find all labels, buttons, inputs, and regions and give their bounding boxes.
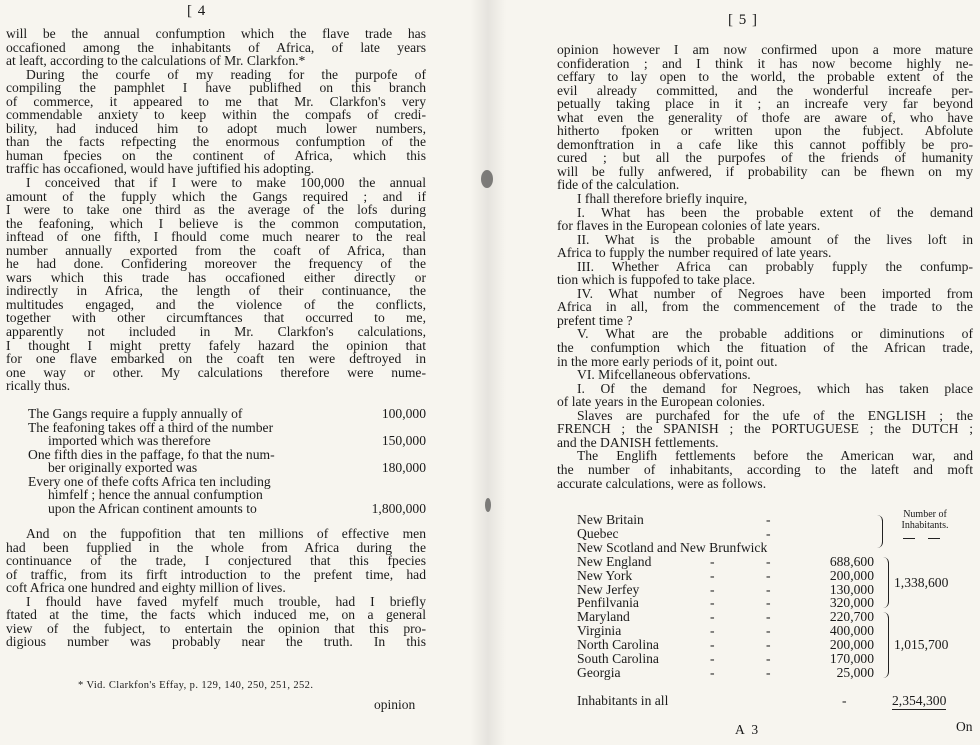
table-dash: -: [710, 595, 715, 611]
ink-blot: [485, 498, 491, 512]
text-line: demonftration in a cafe like this cannot poffibly be pro-: [557, 136, 973, 152]
text-line: for one flave embarked on the coaft ten were deftroyed in: [6, 351, 426, 367]
text-line: III. Whether Africa can probably fupply the confump-: [577, 258, 973, 274]
group2-brace: [880, 557, 889, 609]
left-page-body: [6, 27, 426, 393]
text-line: the confumption which the fituation of the African trade,: [557, 340, 973, 356]
text-line: I. What has been the probable extent of the demand: [577, 204, 973, 220]
table-dash: -: [766, 553, 771, 569]
table-dash: -: [766, 651, 771, 666]
table-dash: -: [710, 567, 715, 583]
left-page: [0, 0, 478, 745]
text-line: Slaves are purchafed for the ufe of the ENGLISH ; the: [577, 407, 973, 423]
text-line: rically thus.: [6, 378, 71, 394]
table-dash: -: [710, 651, 715, 666]
group-total: 1,338,600: [894, 574, 949, 590]
calc-value: 180,000: [381, 460, 426, 476]
text-line: V. What are the probable additions or diminutions of: [577, 326, 973, 342]
settlement-population: 688,600: [829, 553, 874, 569]
text-line: apparently not included in Mr. Clarkfon's calculations,: [6, 324, 426, 340]
footnote: * Vid. Clarkfon's Effay, p. 129, 140, 250, 251, 252.: [78, 680, 314, 691]
calc-row: [6, 488, 426, 502]
settlement-name: New Jerfey: [577, 581, 640, 597]
calc-label: ber originally exported was: [48, 460, 198, 476]
calc-row: [6, 461, 426, 475]
calc-row: [6, 448, 426, 462]
calc-row: [6, 475, 426, 489]
text-line: The Englifh fettlements before the American war, and: [577, 448, 973, 464]
text-line: petually taking place in it ; an increafe very far beyond: [557, 96, 973, 112]
text-line: ftated at the time, the facts which induced me, on a general: [6, 607, 426, 623]
settlement-population: 170,000: [829, 651, 874, 666]
calc-label: himfelf ; hence the annual confumption: [48, 487, 263, 503]
text-line: prefent time ?: [557, 312, 633, 328]
page-number: [ 5 ]: [728, 12, 758, 28]
settlement-population: 130,000: [829, 581, 874, 597]
text-line: VI. Mifcellaneous obfervations.: [577, 367, 751, 383]
text-line: will be fully anfwered, if probability can be fhewn on my: [557, 163, 973, 179]
calc-row: [6, 502, 426, 516]
table-dash: -: [766, 525, 771, 541]
total-dash: -: [842, 693, 847, 708]
calc-label: The Gangs require a fupply annually of: [28, 406, 243, 421]
text-line: the number of inhabitants, according to the lateft and moft: [557, 461, 973, 477]
table-dash: -: [766, 623, 771, 639]
settlement-name: North Carolina: [577, 637, 659, 653]
text-line: II. What is the probable amount of the lives loft in: [577, 231, 973, 247]
settlement-name: New England: [577, 553, 652, 569]
text-line: FRENCH ; the SPANISH ; the PORTUGUESE ; the DUTCH ;: [557, 421, 973, 437]
settlement-name: Georgia: [577, 664, 621, 680]
settlement-name: South Carolina: [577, 651, 659, 666]
consumption-calculation: [6, 407, 426, 515]
settlement-population: 200,000: [829, 567, 874, 583]
table-dash: -: [766, 567, 771, 583]
calc-label: One fifth dies in the paffage, fo that the num-: [28, 446, 275, 462]
table-dash: -: [766, 609, 771, 625]
text-line: will be the annual confumption which the flave trade has: [6, 26, 426, 41]
page-number: [ 4: [187, 3, 207, 19]
text-line: multitudes engaged, and the violence of the conflicts,: [6, 296, 426, 312]
text-line: the feafoning, which I believe is the common computation,: [6, 215, 426, 231]
right-page-body: [557, 43, 973, 490]
table-header: Number of Inhabitants.: [901, 509, 949, 531]
text-line: I conceived that if I were to make 100,000 the annual: [26, 175, 426, 191]
calc-label: upon the African continent amounts to: [48, 500, 257, 516]
table-dash: -: [710, 553, 715, 569]
settlement-population: 320,000: [829, 595, 874, 611]
text-line: number annually exported from the coaft of Africa, than: [6, 242, 426, 258]
table-dash: -: [710, 609, 715, 625]
text-line: hitherto fpoken or written upon the fubject. Abfolute: [557, 123, 973, 139]
settlement-name: Penfilvania: [577, 595, 639, 611]
calc-row: [6, 434, 426, 448]
text-line: together with other circumftances that occurred to me,: [6, 310, 426, 326]
text-line: accurate calculations, were as follows.: [557, 475, 767, 491]
text-line: occafioned among the inhabitants of Africa, of late years: [6, 39, 426, 55]
text-line: evil already committed, and the wonderful increafe per-: [557, 82, 973, 98]
table-dash: -: [710, 664, 715, 680]
text-line: And on the fuppofition that ten millions of effective men: [26, 526, 426, 541]
calc-row: [6, 421, 426, 435]
catchword: opinion: [374, 697, 416, 712]
table-dash: -: [766, 637, 771, 653]
table-dash: -: [766, 664, 771, 680]
text-line: I fhall therefore briefly inquire,: [577, 191, 748, 207]
total-value: 2,354,300: [892, 693, 947, 708]
text-line: in the more early periods of it, point out.: [557, 353, 778, 369]
text-line: of commerce, it appeared to me that Mr. Clarkfon's very: [6, 93, 426, 109]
text-line: During the courfe of my reading for the purpofe of: [26, 66, 426, 82]
text-line: than the facts refpecting the enormous confumption of the: [6, 134, 426, 150]
settlement-population: 200,000: [829, 637, 874, 653]
header-rule: [903, 538, 915, 539]
calc-row: [6, 407, 426, 421]
settlement-name: Maryland: [577, 609, 630, 625]
text-line: what even the generality of thofe are aware of, who have: [557, 109, 973, 125]
table-dash: -: [710, 623, 715, 639]
text-line: commendable anxiety to keep within the compafs of credi-: [6, 107, 426, 123]
text-line: at leaft, according to the calculations of Mr. Clarkfon.*: [6, 53, 306, 69]
text-line: one way or other. My calculations therefore were nume-: [6, 364, 426, 380]
text-line: inftead of one fifth, I fhould come much nearer to the real: [6, 229, 426, 245]
calc-label: Every one of thefe cofts Africa ten including: [28, 473, 271, 489]
text-line: compiling the pamphlet I have publifhed on this branch: [6, 80, 426, 96]
text-line: traffic has occafioned, would have juftified his adopting.: [6, 161, 315, 177]
settlement-name: New York: [577, 567, 633, 583]
closing-paragraphs: [6, 527, 426, 649]
text-line: ceffary to lay open to the world, the probable extent of the: [557, 69, 973, 85]
text-line: indirectly in Africa, the length of their continuance, the: [6, 283, 426, 299]
table-dash: -: [710, 581, 715, 597]
text-line: digious number was probably near the truth. In this: [6, 634, 426, 650]
text-line: fide of the calculation.: [557, 177, 680, 193]
settlement-name: Quebec: [577, 525, 619, 541]
table-dash: -: [766, 595, 771, 611]
settlement-name: New Scotland and New Brunfwick: [577, 539, 768, 555]
text-line: I. Of the demand for Negroes, which has taken place: [577, 380, 973, 396]
text-line: wars which this trade has occafioned either directly or: [6, 269, 426, 285]
text-line: IV. What number of Negroes have been imported from: [577, 285, 973, 301]
table-dash: -: [766, 512, 771, 527]
text-line: opinion however I am now confirmed upon a more mature: [557, 42, 973, 57]
group3-brace: [880, 612, 889, 678]
text-line: had been fupplied in the whole from Africa during the: [6, 539, 426, 555]
settlement-population: 25,000: [836, 664, 874, 680]
table-dash: -: [766, 581, 771, 597]
total-label: Inhabitants in all: [577, 693, 669, 708]
text-line: I thought I might pretty fafely hazard the opinion that: [6, 337, 426, 353]
settlement-population: 220,700: [829, 609, 874, 625]
catchword: On: [956, 719, 973, 734]
header-rule: [928, 538, 940, 539]
text-line: for flaves in the European colonies of late years.: [557, 218, 821, 234]
text-line: continuance of the trade, I conjectured that this fpecies: [6, 553, 426, 569]
text-line: amount of the fupply which the Gangs required ; and if: [6, 188, 426, 204]
table-dash: -: [710, 637, 715, 653]
right-page: [490, 0, 980, 745]
signature-mark: A 3: [735, 722, 761, 737]
calc-value: 100,000: [381, 406, 426, 421]
ink-blot: [481, 170, 493, 188]
settlement-name: Virginia: [577, 623, 622, 639]
text-line: bility, had induced him to adopt much lower numbers,: [6, 120, 426, 136]
calc-value: 1,800,000: [371, 500, 426, 516]
text-line: tion which is fuppofed to take place.: [557, 272, 756, 288]
group1-brace: [874, 515, 883, 548]
calc-label: The feafoning takes off a third of the number: [28, 419, 274, 435]
text-line: of traffic, from its firft introduction to the prefent time, had: [6, 566, 426, 582]
text-line: I were to take one third as the average of the lofs during: [6, 202, 426, 218]
calc-value: 150,000: [381, 433, 426, 449]
settlement-population: 400,000: [829, 623, 874, 639]
text-line: coft Africa one hundred and eighty million of lives.: [6, 580, 286, 596]
text-line: of late years in the European colonies.: [557, 394, 765, 410]
text-line: Africa in all, from the commencement of the trade to the: [557, 299, 973, 315]
text-line: human fpecies on the continent of Africa, which this: [6, 147, 426, 163]
text-line: confideration ; and I think it has now become highly ne-: [557, 55, 973, 71]
text-line: view of the fubject, to entertain the opinion that this pro-: [6, 620, 426, 636]
text-line: Africa to fupply the number required of late years.: [557, 245, 832, 261]
text-line: he had done. Confidering moreover the frequency of the: [6, 256, 426, 272]
text-line: I fhould have faved myfelf much trouble, had I briefly: [26, 593, 426, 609]
text-line: cured ; but all the purpofes of the friends of humanity: [557, 150, 973, 166]
text-line: and the DANISH fettlements.: [557, 434, 719, 450]
calc-label: imported which was therefore: [48, 433, 211, 449]
group-total: 1,015,700: [894, 637, 949, 653]
settlement-name: New Britain: [577, 512, 644, 527]
